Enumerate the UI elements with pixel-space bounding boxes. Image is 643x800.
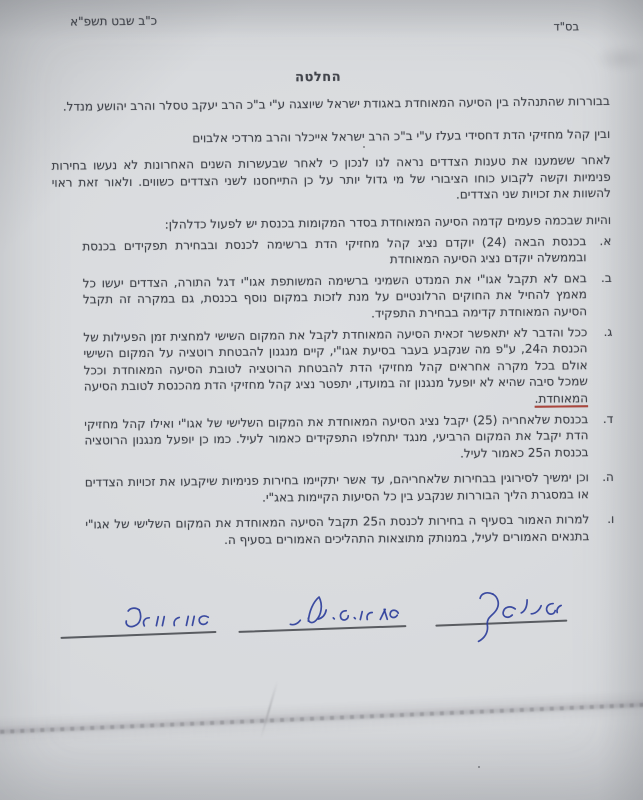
clause-b-text: באם לא תקבל אגו"י את המנדט השמיני ברשימה המשותפת אגו"י דגל התורה, הצדדים יעשו כל מאמץ להחיל את החוקים הרלונטיים על מנת לזכות במקום נוסף בכנסת, גם במקרה זה תקבל הסיעה המאוחדת קדימה בבחירת התפקיד.: [82, 270, 588, 321]
clause-d-text: בכנסת שלאחריה (25) יקבל נציג הסיעה המאוחדת את המקום השלישי של אגו"י ואילו קהל מחזיקי הדת יקבל את המקום הרביעי, מנגד יתחלפו התפקידים כאמור לעיל. כמו כן יופעל מנגנון הרוטציה בכנסת ה25 כאמור לעיל.: [84, 411, 589, 461]
paragraph-arbitration-parties-1: בבוררות שהתנהלה בין הסיעה המאוחדת באגודת ישראל שיוצגה ע"י ב"כ הרב יעקב טסלר והרב יהושע מנדל.: [62, 93, 610, 114]
clause-d: [84, 410, 613, 465]
hebrew-date: כ"ב שבט תשפ"א: [69, 13, 158, 29]
paragraph-reasoning: לאחר ששמענו את טענות הצדדים נראה לנו לנכון כי לאחר שבעשרות השנים האחרונות לא נעשו בחירות פנימיות וקשה לקבוע כוחו הציבורי של מי גדול יותר על כן התייחסנו לשני הצדדים כשווים. ולאור זאת ראוי להשוות את זכויות שני הצדדים.: [51, 153, 611, 202]
signature-ink-right: [435, 583, 568, 644]
document-title: החלטה: [295, 69, 342, 86]
clause-c-marker: ג.: [603, 324, 613, 339]
paragraph-operative-intro: והיות שבכמה פעמים קדמה הסיעה המאוחדת בסדר המקומות בכנסת יש לפעול כדלהלן:: [164, 212, 612, 232]
signature-ink-left: [60, 597, 217, 659]
clause-c-text: [83, 324, 588, 412]
clause-a-text: בכנסת הבאה (24) יוקדם נציג קהל מחזיקי הדת ברשימה לכנסת ובבחירת תפקידים בכנסת ובממשלה יוקדם נציג הסיעה המאוחדת: [82, 233, 587, 267]
clauses-list: [52, 233, 614, 551]
clause-c-text-main: ככל והדבר לא יתאפשר זכאית הסיעה המאוחדת לקבל את המקום השישי למחצית זמן הפעילות של הכנסת ה24, ע"פ מה שנקבע בעבר בסיעת אגו"י, קיים מנגנון להבטחת רוטציה על המקום השישי אולם בכל מקרה אחראים קהל מחזיקי הדת להבטחת הרוטציה לטובת הסיעה המאוחדת וככל שמכל סיבה שהיא לא יופעל מנגנון זה במועדו, יתפטר נציג קהל מחזיקי הדת מהכנסת לטובת הסיעה: [83, 324, 588, 394]
red-underlined-word: המאוחדת.: [534, 391, 589, 406]
signature-block-left: [60, 597, 217, 659]
clause-b-marker: ב.: [600, 270, 612, 285]
edge-smudge: [595, 46, 643, 72]
clause-c: [83, 323, 613, 412]
signature-block-middle: [238, 589, 407, 651]
clause-e: [85, 469, 614, 508]
document-body: [51, 93, 615, 550]
clause-a-marker: א.: [599, 233, 612, 248]
clause-e-text: וכן ימשיך לסירוגין בבחירות שלאחריהם, עד אשר יתקיימו בחירות פנימיות שיקבעו את זכויות הצדדים או במסגרת הליך הבוררות שנקבע בין כל הסיעות הקיימות באג"י.: [84, 470, 590, 505]
paper-speck: [363, 146, 365, 148]
bsd-mark: בס"ד: [553, 19, 580, 34]
paragraph-arbitration-parties-2: ובין קהל מחזיקי הדת דחסידי בעלז ע"י ב"כ הרב ישראל אייכלר והרב מרדכי אלבוים: [192, 126, 611, 145]
clause-f-text: למרות האמור בסעיף ה בחירות לכנסת ה25 תקבל הסיעה המאוחדת את המקום השלישי של אגו"י בתנאים האמורים לעיל, במנותק מתוצאות התהליכים האמורים בסעיף ה.: [85, 512, 590, 548]
clause-e-marker: ה.: [602, 470, 614, 485]
signature-block-right: [435, 583, 568, 644]
signature-ink-middle: [238, 589, 407, 651]
clause-f: [85, 511, 614, 550]
clause-f-marker: ו.: [607, 512, 615, 527]
clause-a: [82, 233, 611, 272]
clause-d-marker: ד.: [602, 411, 614, 426]
paper-speck: [478, 766, 480, 768]
clause-b: [83, 270, 612, 325]
